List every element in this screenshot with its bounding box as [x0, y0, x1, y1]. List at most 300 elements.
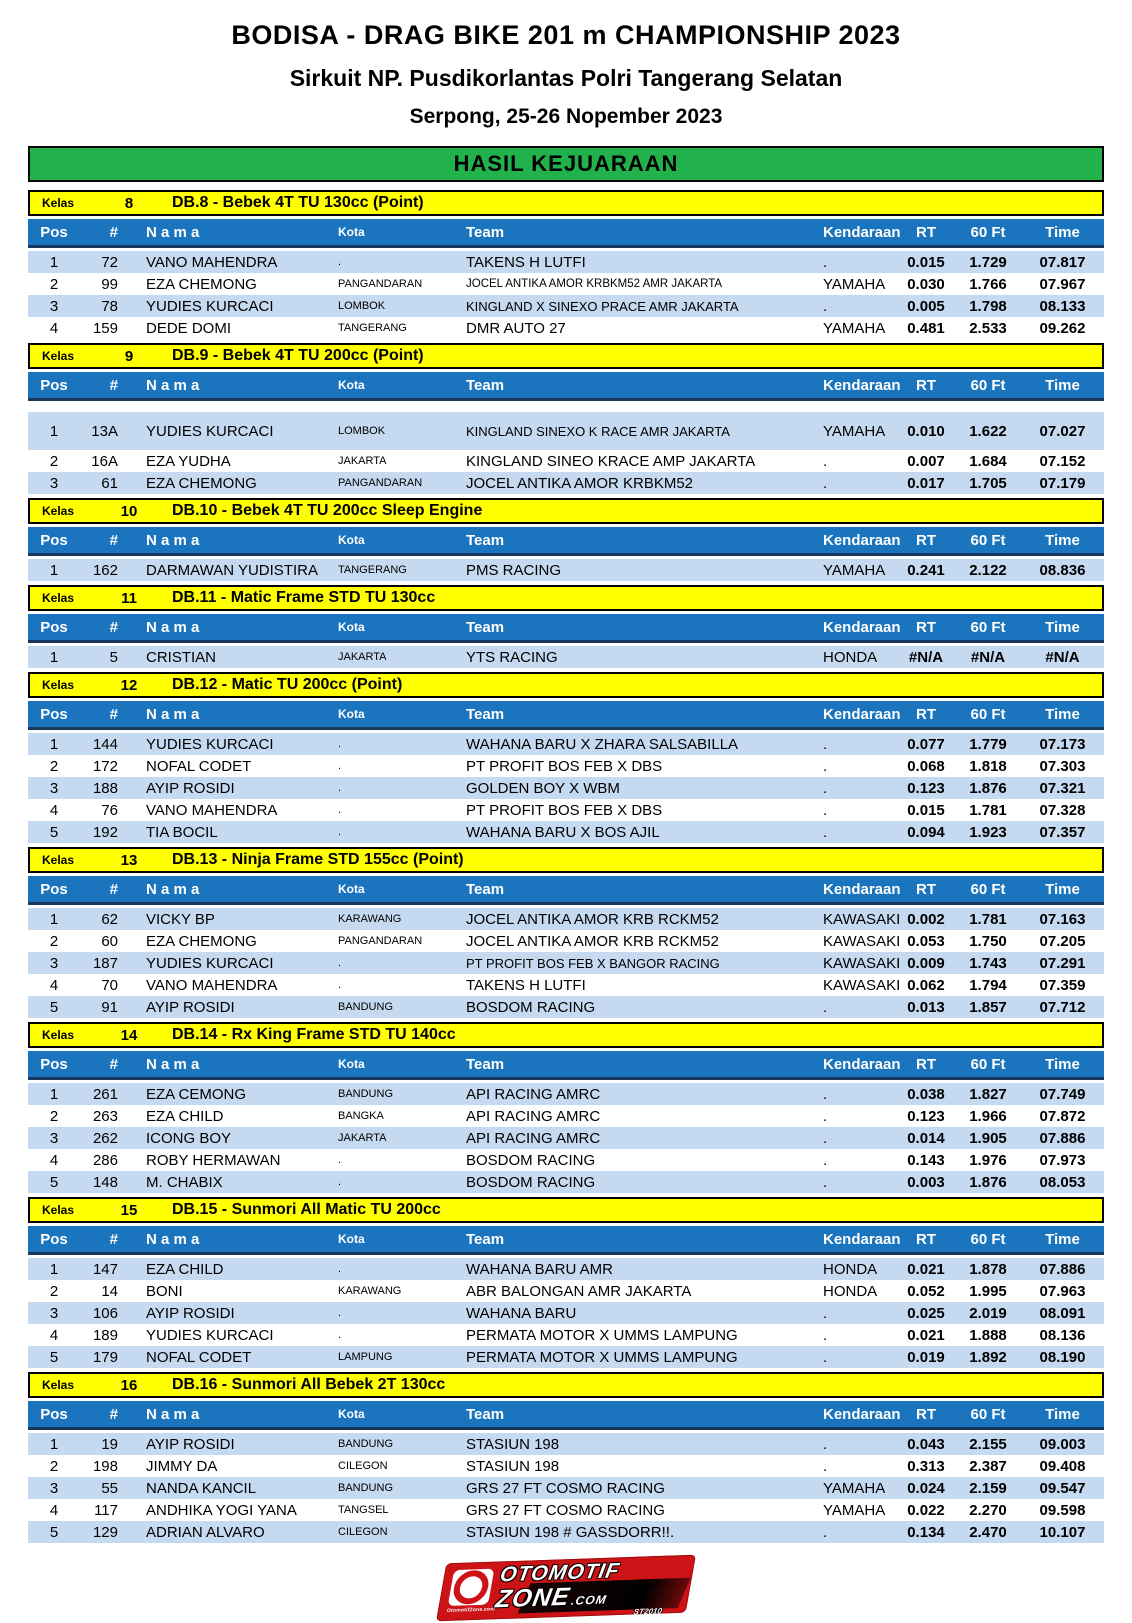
- cell-time: 08.053: [1039, 1173, 1086, 1191]
- result-row: [28, 412, 1104, 450]
- cell-team: JOCEL ANTIKA AMOR KRBKM52 AMR JAKARTA: [466, 278, 723, 290]
- result-row: [28, 1280, 1104, 1302]
- cell-ft60: 2.470: [969, 1523, 1007, 1541]
- cell-rt: 0.030: [907, 275, 945, 293]
- table-header-row: [28, 527, 1104, 556]
- cell-ft60: 1.766: [969, 275, 1007, 293]
- cell-rt: 0.123: [907, 1107, 945, 1125]
- cell-num: 162: [92, 561, 118, 579]
- cell-pos: 5: [49, 1523, 59, 1541]
- cell-rt: 0.010: [907, 422, 945, 440]
- cell-team: KINGLAND SINEXO K RACE AMR JAKARTA: [466, 423, 730, 439]
- cell-team: TAKENS H LUTFI: [466, 976, 586, 994]
- cell-team: PERMATA MOTOR X UMMS LAMPUNG: [466, 1326, 738, 1344]
- cell-rt: 0.002: [907, 910, 945, 928]
- cell-ft60: 1.794: [969, 976, 1007, 994]
- column-header-team: Team: [466, 618, 505, 636]
- column-header-nama: N a m a: [146, 880, 200, 898]
- cell-rt: 0.062: [907, 976, 945, 994]
- cell-time: 07.712: [1039, 998, 1086, 1016]
- column-header-kota: Kota: [338, 707, 365, 721]
- cell-kendaraan: HONDA: [823, 1282, 878, 1300]
- column-header-time: Time: [1045, 1405, 1080, 1423]
- table-rows: [28, 1083, 1104, 1193]
- table-header-row: [28, 701, 1104, 730]
- cell-num: 76: [101, 801, 118, 819]
- cell-ft60: 1.750: [969, 932, 1007, 950]
- result-row: [28, 1324, 1104, 1346]
- kelas-band: [28, 672, 1104, 698]
- cell-rt: 0.068: [907, 757, 945, 775]
- cell-kendaraan: .: [823, 474, 828, 492]
- cell-num: 16A: [91, 452, 118, 470]
- column-header-pos: Pos: [40, 376, 68, 394]
- cell-kendaraan: KAWASAKI: [823, 910, 901, 928]
- class-section: [28, 672, 1104, 843]
- column-header-kendaraan: Kendaraan: [823, 705, 901, 723]
- cell-num: 188: [92, 779, 118, 797]
- column-header-rt: RT: [916, 223, 936, 241]
- cell-ft60: 2.387: [969, 1457, 1007, 1475]
- column-header-kendaraan: Kendaraan: [823, 880, 901, 898]
- cell-team: JOCEL ANTIKA AMOR KRB RCKM52: [466, 932, 719, 950]
- cell-rt: 0.017: [907, 474, 945, 492]
- column-header-num: #: [109, 705, 118, 723]
- cell-team: JOCEL ANTIKA AMOR KRBKM52: [466, 474, 694, 492]
- column-header-pos: Pos: [40, 1405, 68, 1423]
- cell-time: 08.836: [1039, 561, 1086, 579]
- class-section: [28, 190, 1104, 339]
- cell-kota: BANDUNG: [338, 1438, 394, 1450]
- column-header-team: Team: [466, 223, 505, 241]
- cell-time: 07.303: [1039, 757, 1086, 775]
- cell-kota: .: [338, 1307, 342, 1319]
- cell-nama: YUDIES KURCACI: [146, 1326, 274, 1344]
- cell-pos: 3: [49, 779, 59, 797]
- cell-pos: 1: [49, 648, 59, 666]
- result-row: [28, 733, 1104, 755]
- cell-team: GOLDEN BOY X WBM: [466, 779, 620, 797]
- cell-team: GRS 27 FT COSMO RACING: [466, 1501, 665, 1519]
- cell-kendaraan: YAMAHA: [823, 1501, 886, 1519]
- kelas-number: 13: [120, 851, 138, 869]
- column-header-rt: RT: [916, 705, 936, 723]
- cell-kendaraan: HONDA: [823, 1260, 878, 1278]
- cell-pos: 4: [49, 319, 59, 337]
- cell-rt: 0.007: [907, 452, 945, 470]
- cell-team: WAHANA BARU: [466, 1304, 577, 1322]
- cell-num: 198: [92, 1457, 118, 1475]
- column-header-team: Team: [466, 1405, 505, 1423]
- cell-team: PERMATA MOTOR X UMMS LAMPUNG: [466, 1348, 738, 1366]
- cell-num: 263: [92, 1107, 118, 1125]
- column-header-ft60: 60 Ft: [970, 531, 1006, 549]
- cell-num: 147: [92, 1260, 118, 1278]
- column-header-nama: N a m a: [146, 531, 200, 549]
- class-section: [28, 498, 1104, 581]
- class-section: [28, 343, 1104, 494]
- cell-pos: 2: [49, 452, 59, 470]
- table-header-row: [28, 876, 1104, 905]
- column-header-team: Team: [466, 705, 505, 723]
- cell-kendaraan: .: [823, 1304, 828, 1322]
- cell-ft60: 2.533: [969, 319, 1007, 337]
- cell-num: 159: [92, 319, 118, 337]
- cell-kota: BANGKA: [338, 1110, 384, 1122]
- cell-nama: TIA BOCIL: [146, 823, 218, 841]
- column-header-nama: N a m a: [146, 1230, 200, 1248]
- cell-kendaraan: .: [823, 801, 828, 819]
- column-header-kendaraan: Kendaraan: [823, 1055, 901, 1073]
- result-row: [28, 799, 1104, 821]
- column-header-time: Time: [1045, 880, 1080, 898]
- cell-time: 07.321: [1039, 779, 1086, 797]
- cell-kota: BANDUNG: [338, 1088, 394, 1100]
- cell-team: WAHANA BARU X BOS AJIL: [466, 823, 660, 841]
- class-section: [28, 1022, 1104, 1193]
- column-header-pos: Pos: [40, 618, 68, 636]
- cell-kota: KARAWANG: [338, 1285, 402, 1297]
- cell-team: KINGLAND SINEO KRACE AMP JAKARTA: [466, 452, 756, 470]
- result-row: [28, 821, 1104, 843]
- logo-line1: OTOMOTIF: [498, 1559, 622, 1587]
- cell-ft60: 1.995: [969, 1282, 1007, 1300]
- cell-num: 262: [92, 1129, 118, 1147]
- cell-team: BOSDOM RACING: [466, 1173, 596, 1191]
- table-header-row: [28, 1401, 1104, 1430]
- column-header-ft60: 60 Ft: [970, 880, 1006, 898]
- cell-rt: 0.481: [907, 319, 945, 337]
- page-subtitle: Sirkuit NP. Pusdikorlantas Polri Tangerang Selatan: [289, 65, 843, 91]
- cell-ft60: 2.155: [969, 1435, 1007, 1453]
- kelas-band: [28, 1022, 1104, 1048]
- column-header-rt: RT: [916, 376, 936, 394]
- cell-kendaraan: .: [823, 1129, 828, 1147]
- cell-kota: .: [338, 826, 342, 838]
- cell-ft60: 1.876: [969, 1173, 1007, 1191]
- column-header-pos: Pos: [40, 531, 68, 549]
- cell-pos: 5: [49, 823, 59, 841]
- column-header-num: #: [109, 223, 118, 241]
- cell-nama: DARMAWAN YUDISTIRA: [146, 561, 318, 579]
- cell-num: 261: [92, 1085, 118, 1103]
- cell-nama: M. CHABIX: [146, 1173, 223, 1191]
- cell-team: KINGLAND X SINEXO PRACE AMR JAKARTA: [466, 298, 739, 314]
- cell-ft60: 1.892: [969, 1348, 1007, 1366]
- cell-time: 08.091: [1039, 1304, 1086, 1322]
- cell-num: 70: [101, 976, 118, 994]
- cell-time: 07.205: [1039, 932, 1086, 950]
- result-row: [28, 1433, 1104, 1455]
- kelas-title: DB.10 - Bebek 4T TU 200cc Sleep Engine: [172, 502, 483, 519]
- cell-kendaraan: KAWASAKI: [823, 954, 901, 972]
- results-banner: HASIL KEJUARAAN: [28, 146, 1104, 182]
- kelas-title: DB.11 - Matic Frame STD TU 130cc: [172, 589, 436, 606]
- cell-num: 61: [101, 474, 118, 492]
- cell-pos: 1: [49, 561, 59, 579]
- cell-num: 72: [101, 253, 118, 271]
- cell-pos: 1: [49, 1260, 59, 1278]
- cell-pos: 4: [49, 801, 59, 819]
- cell-team: YTS RACING: [466, 648, 558, 666]
- cell-nama: EZA CHEMONG: [146, 275, 257, 293]
- cell-pos: 4: [49, 1326, 59, 1344]
- cell-nama: NOFAL CODET: [146, 757, 252, 775]
- column-header-kota: Kota: [338, 378, 365, 392]
- cell-num: 91: [101, 998, 118, 1016]
- cell-rt: 0.003: [907, 1173, 945, 1191]
- result-row: [28, 1149, 1104, 1171]
- kelas-title: DB.12 - Matic TU 200cc (Point): [172, 676, 403, 693]
- result-row: [28, 952, 1104, 974]
- cell-rt: 0.014: [907, 1129, 945, 1147]
- cell-rt: #N/A: [908, 648, 944, 666]
- cell-nama: JIMMY DA: [146, 1457, 218, 1475]
- table-header-row: [28, 372, 1104, 401]
- kelas-number: 10: [120, 502, 138, 520]
- table-header-row: [28, 1226, 1104, 1255]
- cell-nama: ADRIAN ALVARO: [146, 1523, 265, 1541]
- cell-ft60: 1.684: [969, 452, 1007, 470]
- column-header-pos: Pos: [40, 223, 68, 241]
- result-row: [28, 646, 1104, 668]
- cell-time: 07.749: [1039, 1085, 1086, 1103]
- column-header-num: #: [109, 1230, 118, 1248]
- cell-nama: EZA CHEMONG: [146, 474, 257, 492]
- kelas-band: [28, 847, 1104, 873]
- cell-kendaraan: .: [823, 1348, 828, 1366]
- cell-pos: 2: [49, 1107, 59, 1125]
- cell-time: 09.262: [1039, 319, 1086, 337]
- result-row: [28, 450, 1104, 472]
- cell-kendaraan: .: [823, 735, 828, 753]
- result-row: [28, 974, 1104, 996]
- cell-rt: 0.052: [907, 1282, 945, 1300]
- footer: [28, 1559, 1104, 1617]
- kelas-title: DB.8 - Bebek 4T TU 130cc (Point): [172, 194, 424, 211]
- result-row: [28, 317, 1104, 339]
- cell-time: 07.152: [1039, 452, 1086, 470]
- result-row: [28, 1083, 1104, 1105]
- table-header-row: [28, 614, 1104, 643]
- cell-kendaraan: YAMAHA: [823, 319, 886, 337]
- cell-nama: NANDA KANCIL: [146, 1479, 257, 1497]
- cell-time: 09.003: [1039, 1435, 1086, 1453]
- kelas-number: 15: [120, 1201, 138, 1219]
- logo-st2010: ST2010: [632, 1606, 663, 1617]
- column-header-time: Time: [1045, 1055, 1080, 1073]
- column-header-rt: RT: [916, 618, 936, 636]
- kelas-number: 9: [124, 347, 134, 365]
- cell-num: 62: [101, 910, 118, 928]
- cell-nama: EZA CEMONG: [146, 1085, 247, 1103]
- cell-kota: PANGANDARAN: [338, 935, 423, 947]
- cell-kendaraan: .: [823, 1107, 828, 1125]
- kelas-band: [28, 343, 1104, 369]
- column-header-nama: N a m a: [146, 223, 200, 241]
- cell-rt: 0.134: [907, 1523, 945, 1541]
- cell-ft60: 2.122: [969, 561, 1007, 579]
- otomotifzone-logo: [436, 1555, 696, 1622]
- kelas-label: Kelas: [42, 678, 75, 692]
- cell-time: 10.107: [1039, 1523, 1086, 1541]
- column-header-kendaraan: Kendaraan: [823, 376, 901, 394]
- kelas-band: [28, 190, 1104, 216]
- column-header-kota: Kota: [338, 620, 365, 634]
- logo-zone: ZONE: [493, 1582, 573, 1614]
- cell-rt: 0.025: [907, 1304, 945, 1322]
- cell-num: 148: [92, 1173, 118, 1191]
- cell-num: 19: [101, 1435, 118, 1453]
- logo-o-icon: [448, 1569, 495, 1606]
- kelas-number: 8: [124, 194, 134, 212]
- cell-time: 07.973: [1039, 1151, 1086, 1169]
- cell-kendaraan: YAMAHA: [823, 1479, 886, 1497]
- result-row: [28, 295, 1104, 317]
- result-row: [28, 1455, 1104, 1477]
- cell-nama: EZA CHILD: [146, 1260, 224, 1278]
- cell-nama: EZA CHEMONG: [146, 932, 257, 950]
- cell-pos: 5: [49, 998, 59, 1016]
- table-rows: [28, 1258, 1104, 1368]
- column-header-ft60: 60 Ft: [970, 376, 1006, 394]
- page-title: BODISA - DRAG BIKE 201 m CHAMPIONSHIP 2023: [231, 20, 901, 50]
- cell-kota: TANGERANG: [338, 322, 407, 334]
- cell-num: 189: [92, 1326, 118, 1344]
- cell-num: 187: [92, 954, 118, 972]
- cell-time: 07.328: [1039, 801, 1086, 819]
- cell-kendaraan: .: [823, 452, 828, 470]
- cell-team: PT PROFIT BOS FEB X BANGOR RACING: [466, 955, 720, 971]
- cell-nama: AYIP ROSIDI: [146, 1435, 235, 1453]
- cell-pos: 2: [49, 1457, 59, 1475]
- cell-team: DMR AUTO 27: [466, 319, 566, 337]
- cell-nama: YUDIES KURCACI: [146, 954, 274, 972]
- cell-ft60: 2.159: [969, 1479, 1007, 1497]
- cell-kota: CILEGON: [338, 1460, 388, 1472]
- column-header-team: Team: [466, 531, 505, 549]
- cell-kota: .: [338, 738, 342, 750]
- result-row: [28, 1346, 1104, 1368]
- kelas-number: 11: [121, 589, 137, 607]
- class-section: [28, 1372, 1104, 1543]
- cell-time: 07.967: [1039, 275, 1086, 293]
- kelas-number: 16: [120, 1376, 138, 1394]
- cell-nama: EZA CHILD: [146, 1107, 224, 1125]
- logo-com: .COM: [569, 1592, 609, 1608]
- cell-kendaraan: YAMAHA: [823, 275, 886, 293]
- cell-pos: 3: [49, 1479, 59, 1497]
- cell-kota: LAMPUNG: [338, 1351, 393, 1363]
- column-header-kota: Kota: [338, 1057, 365, 1071]
- column-header-time: Time: [1045, 618, 1080, 636]
- class-section: [28, 847, 1104, 1018]
- cell-time: 08.133: [1039, 297, 1086, 315]
- cell-rt: 0.241: [907, 561, 945, 579]
- table-rows: [28, 559, 1104, 581]
- column-header-rt: RT: [916, 880, 936, 898]
- cell-kota: .: [338, 760, 342, 772]
- cell-kendaraan: .: [823, 757, 828, 775]
- cell-ft60: 1.976: [969, 1151, 1007, 1169]
- result-row: [28, 1171, 1104, 1193]
- result-row: [28, 1499, 1104, 1521]
- cell-rt: 0.009: [907, 954, 945, 972]
- cell-ft60: 1.781: [969, 910, 1007, 928]
- cell-pos: 3: [49, 1129, 59, 1147]
- column-header-ft60: 60 Ft: [970, 618, 1006, 636]
- cell-pos: 3: [49, 297, 59, 315]
- column-header-rt: RT: [916, 1405, 936, 1423]
- cell-nama: EZA YUDHA: [146, 452, 231, 470]
- cell-time: 07.163: [1039, 910, 1086, 928]
- cell-kendaraan: .: [823, 1457, 828, 1475]
- cell-team: API RACING AMRC: [466, 1107, 601, 1125]
- column-header-num: #: [109, 531, 118, 549]
- cell-nama: CRISTIAN: [146, 648, 217, 666]
- cell-pos: 2: [49, 275, 59, 293]
- column-header-nama: N a m a: [146, 618, 200, 636]
- column-header-kendaraan: Kendaraan: [823, 1405, 901, 1423]
- column-header-pos: Pos: [40, 705, 68, 723]
- cell-time: 08.190: [1039, 1348, 1086, 1366]
- cell-rt: 0.123: [907, 779, 945, 797]
- cell-ft60: 1.888: [969, 1326, 1007, 1344]
- column-header-ft60: 60 Ft: [970, 705, 1006, 723]
- cell-rt: 0.143: [907, 1151, 945, 1169]
- cell-team: BOSDOM RACING: [466, 1151, 596, 1169]
- cell-rt: 0.019: [907, 1348, 945, 1366]
- column-header-team: Team: [466, 880, 505, 898]
- cell-team: STASIUN 198: [466, 1435, 560, 1453]
- cell-time: 07.963: [1039, 1282, 1086, 1300]
- cell-rt: 0.013: [907, 998, 945, 1016]
- cell-time: 07.027: [1039, 422, 1086, 440]
- cell-num: 117: [94, 1501, 118, 1519]
- result-row: [28, 1302, 1104, 1324]
- cell-team: API RACING AMRC: [466, 1129, 601, 1147]
- cell-rt: 0.038: [907, 1085, 945, 1103]
- cell-ft60: 1.798: [969, 297, 1007, 315]
- column-header-team: Team: [466, 1230, 505, 1248]
- cell-pos: 1: [49, 1435, 59, 1453]
- table-rows: [28, 908, 1104, 1018]
- column-header-kota: Kota: [338, 533, 365, 547]
- cell-kota: BANDUNG: [338, 1001, 394, 1013]
- page-header: [0, 0, 1132, 130]
- table-header-row: [28, 219, 1104, 248]
- cell-kendaraan: .: [823, 297, 828, 315]
- kelas-title: DB.13 - Ninja Frame STD 155cc (Point): [172, 851, 464, 868]
- cell-num: 78: [101, 297, 118, 315]
- cell-kota: KARAWANG: [338, 913, 402, 925]
- result-row: [28, 1521, 1104, 1543]
- cell-team: STASIUN 198 # GASSDORR!!.: [466, 1523, 675, 1541]
- cell-kota: PANGANDARAN: [338, 477, 423, 489]
- cell-time: 07.173: [1039, 735, 1086, 753]
- column-header-num: #: [109, 376, 118, 394]
- cell-nama: ICONG BOY: [146, 1129, 232, 1147]
- cell-kendaraan: KAWASAKI: [823, 976, 901, 994]
- column-header-nama: N a m a: [146, 705, 200, 723]
- column-header-kota: Kota: [338, 1232, 365, 1246]
- result-row: [28, 1105, 1104, 1127]
- cell-time: #N/A: [1045, 648, 1080, 666]
- logo-small-text: OtomotifZone.com: [446, 1606, 496, 1614]
- sections: [28, 190, 1104, 1543]
- cell-kendaraan: KAWASAKI: [823, 932, 901, 950]
- cell-team: API RACING AMRC: [466, 1085, 601, 1103]
